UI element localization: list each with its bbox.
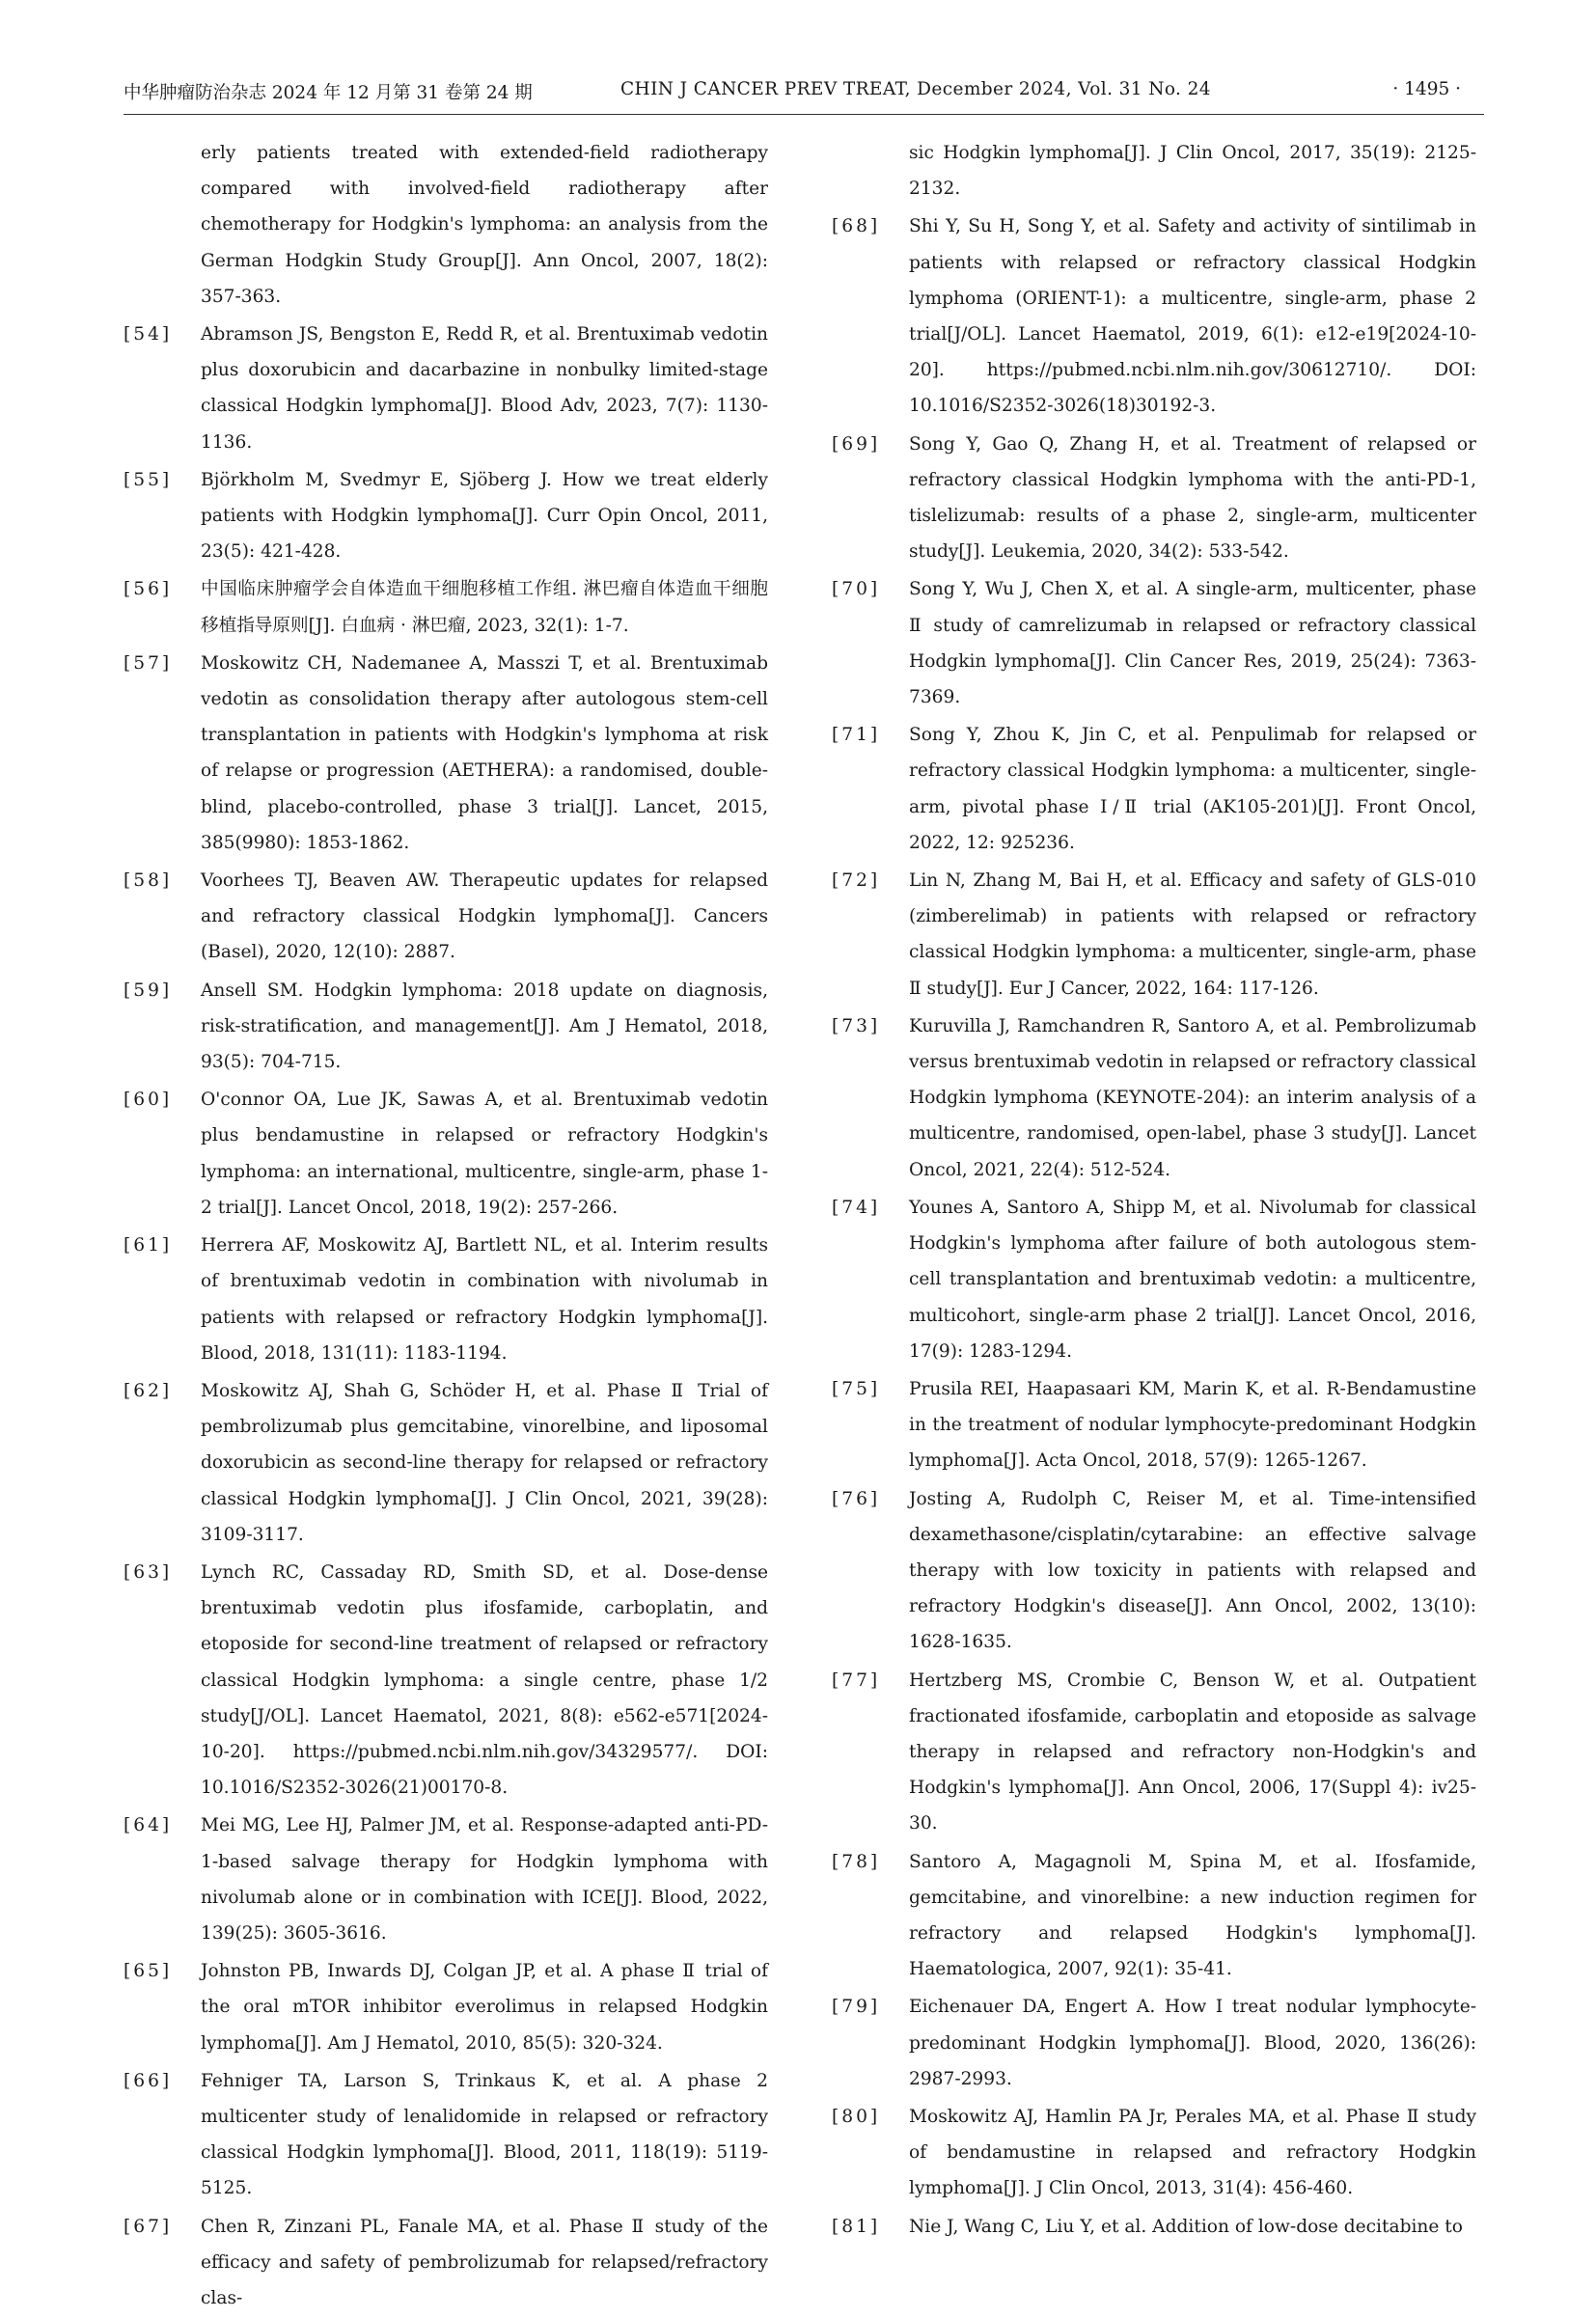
- reference-number: [55]: [124, 469, 173, 490]
- reference-number: [78]: [832, 1851, 881, 1872]
- journal-title-cn: 中华肿瘤防治杂志 2024 年 12 月第 31 卷第 24 期: [124, 83, 533, 103]
- reference-text: Voorhees TJ, Beaven AW. Therapeutic updates for relapsed and refractory classical Hodgkin lymphoma[J]. Cancers (Basel), 2020, 12(10): 2887.: [201, 870, 768, 963]
- reference-text: Song Y, Zhou K, Jin C, et al. Penpulimab for relapsed or refractory classical Hodgkin lymphoma: a multicenter, single-arm, pivotal phase Ⅰ/Ⅱ trial (AK105-201)[J]. Front Oncol, 2022, 12: 925236.: [909, 725, 1476, 853]
- reference-text: Song Y, Gao Q, Zhang H, et al. Treatment of relapsed or refractory classical Hodgkin lymphoma with the anti-PD-1, tislelizumab: results of a phase 2, single-arm, multicenter study[J]. Leukemia, 2020, 34(2): 533-542.: [909, 433, 1476, 563]
- reference-text: Chen R, Zinzani PL, Fanale MA, et al. Phase Ⅱ study of the efficacy and safety of pembrolizumab for relapsed/refractory clas-: [201, 2216, 768, 2308]
- reference-number: [74]: [832, 1197, 881, 1218]
- reference-number: [71]: [832, 725, 881, 746]
- reference-number: [79]: [832, 1997, 881, 2018]
- reference-item: [124, 1228, 768, 1371]
- reference-text: Younes A, Santoro A, Shipp M, et al. Nivolumab for classical Hodgkin's lymphoma after failure of both autologous stem-cell transplantation and brentuximab vedotin: a multicentre, multicohort, single-arm phase 2 trial[J]. Lancet Oncol, 2016, 17(9): 1283-1294.: [909, 1197, 1476, 1362]
- reference-number: [58]: [124, 870, 173, 892]
- reference-number: [56]: [124, 579, 173, 600]
- reference-item: [124, 646, 768, 861]
- reference-text: Johnston PB, Inwards DJ, Colgan JP, et al. A phase Ⅱ trial of the oral mTOR inhibitor everolimus in relapsed Hodgkin lymphoma[J]. Am J Hematol, 2010, 85(5): 320-324.: [201, 1961, 768, 2054]
- reference-column-left: [124, 135, 768, 2318]
- reference-number: [70]: [832, 579, 881, 600]
- reference-item: [124, 1373, 768, 1553]
- reference-number: [73]: [832, 1015, 881, 1036]
- reference-number: [68]: [832, 216, 881, 237]
- reference-text: Lynch RC, Cassaday RD, Smith SD, et al. Dose-dense brentuximab vedotin plus ifosfamide, carboplatin, and etoposide for second-line treatment of relapsed or refractory classical Hodgkin lymphoma: a single centre, phase 1/2 study[J/OL]. Lancet Haematol, 2021, 8(8): e562-e571[2024-10-20]. https://pubmed.ncbi.nlm.nih.gov/34329577/. DOI: 10.1016/S2352-3026(21)00170-8.: [201, 1561, 768, 1799]
- reference-number: [57]: [124, 652, 173, 674]
- reference-item: [124, 317, 768, 460]
- reference-number: [59]: [124, 980, 173, 1001]
- reference-text: erly patients treated with extended-field radiotherapy compared with involved-field radiotherapy after chemotherapy for Hodgkin's lymphoma: an analysis from the German Hodgkin Study Group[J]. Ann Oncol, 2007, 18(2): 357-363.: [201, 143, 768, 307]
- reference-number: [60]: [124, 1090, 173, 1111]
- reference-item: [832, 1008, 1476, 1188]
- reference-text: Prusila REI, Haapasaari KM, Marin K, et al. R-Bendamustine in the treatment of nodular lymphocyte-predominant Hodgkin lymphoma[J]. Acta Oncol, 2018, 57(9): 1265-1267.: [909, 1378, 1476, 1472]
- reference-number: [80]: [832, 2106, 881, 2127]
- page-number: · 1495 ·: [1392, 79, 1461, 99]
- reference-number: [76]: [832, 1488, 881, 1509]
- reference-continuation: [124, 135, 768, 315]
- reference-text: Mei MG, Lee HJ, Palmer JM, et al. Response-adapted anti-PD-1-based salvage therapy for Hodgkin lymphoma with nivolumab alone or in combination with ICE[J]. Blood, 2022, 139(25): 3605-3616.: [201, 1815, 768, 1944]
- reference-text: Eichenauer DA, Engert A. How I treat nodular lymphocyte-predominant Hodgkin lymphoma[J]. Blood, 2020, 136(26): 2987-2993.: [909, 1997, 1476, 2089]
- reference-number: [72]: [832, 870, 881, 892]
- reference-text: sic Hodgkin lymphoma[J]. J Clin Oncol, 2017, 35(19): 2125-2132.: [909, 143, 1476, 200]
- reference-number: [77]: [832, 1670, 881, 1691]
- reference-text: Moskowitz AJ, Hamlin PA Jr, Perales MA, et al. Phase Ⅱ study of bendamustine in relapsed and refractory Hodgkin lymphoma[J]. J Clin Oncol, 2013, 31(4): 456-460.: [909, 2106, 1476, 2199]
- reference-item: [832, 1663, 1476, 1842]
- reference-text: Song Y, Wu J, Chen X, et al. A single-arm, multicenter, phase Ⅱ study of camrelizumab in relapsed or refractory classical Hodgkin lymphoma[J]. Clin Cancer Res, 2019, 25(24): 7363-7369.: [909, 579, 1476, 708]
- reference-text: Fehniger TA, Larson S, Trinkaus K, et al. A phase 2 multicenter study of lenalidomide in relapsed or refractory classical Hodgkin lymphoma[J]. Blood, 2011, 118(19): 5119-5125.: [201, 2070, 768, 2199]
- reference-text: Kuruvilla J, Ramchandren R, Santoro A, et al. Pembrolizumab versus brentuximab vedotin in relapsed or refractory classical Hodgkin lymphoma (KEYNOTE-204): an interim analysis of a multicentre, randomised, open-label, phase 3 study[J]. Lancet Oncol, 2021, 22(4): 512-524.: [909, 1015, 1476, 1180]
- reference-item: [124, 1082, 768, 1226]
- reference-number: [67]: [124, 2216, 173, 2237]
- reference-item: [832, 717, 1476, 861]
- reference-item: [124, 462, 768, 570]
- reference-number: [81]: [832, 2216, 881, 2237]
- reference-text: Moskowitz AJ, Shah G, Schöder H, et al. Phase Ⅱ Trial of pembrolizumab plus gemcitabine, vinorelbine, and liposomal doxorubicin as second-line therapy for relapsed or refractory classical Hodgkin lymphoma[J]. J Clin Oncol, 2021, 39(28): 3109-3117.: [201, 1380, 768, 1545]
- reference-number: [75]: [832, 1378, 881, 1399]
- reference-item: [832, 2099, 1476, 2207]
- reference-text: Josting A, Rudolph C, Reiser M, et al. Time-intensified dexamethasone/cisplatin/cytarabine: an effective salvage therapy with low toxicity in patients with relapsed and refractory Hodgkin's disease[J]. Ann Oncol, 2002, 13(10): 1628-1635.: [909, 1488, 1476, 1653]
- reference-item: [124, 2063, 768, 2207]
- reference-item: [124, 863, 768, 971]
- reference-number: [61]: [124, 1235, 173, 1256]
- reference-text: 中国临床肿瘤学会自体造血干细胞移植工作组. 淋巴瘤自体造血干细胞移植指导原则[J]. 白血病 · 淋巴瘤, 2023, 32(1): 1-7.: [201, 579, 768, 636]
- reference-item: [832, 427, 1476, 570]
- reference-number: [66]: [124, 2070, 173, 2091]
- reference-text: Abramson JS, Bengston E, Redd R, et al. Brentuximab vedotin plus doxorubicin and dacarbazine in nonbulky limited-stage classical Hodgkin lymphoma[J]. Blood Adv, 2023, 7(7): 1130-1136.: [201, 324, 768, 453]
- reference-continuation: [832, 135, 1476, 207]
- reference-item: [832, 208, 1476, 424]
- reference-item: [832, 1989, 1476, 2097]
- reference-text: Björkholm M, Svedmyr E, Sjöberg J. How we treat elderly patients with Hodgkin lymphoma[J]. Curr Opin Oncol, 2011, 23(5): 421-428.: [201, 469, 768, 563]
- header-rule: [124, 114, 1484, 115]
- reference-column-right: [832, 135, 1476, 2247]
- reference-text: Herrera AF, Moskowitz AJ, Bartlett NL, et al. Interim results of brentuximab vedotin in combination with nivolumab in patients with relapsed or refractory Hodgkin lymphoma[J]. Blood, 2018, 131(11): 1183-1194.: [201, 1235, 768, 1364]
- reference-item: [124, 1555, 768, 1806]
- reference-text: O'connor OA, Lue JK, Sawas A, et al. Brentuximab vedotin plus bendamustine in relapsed or refractory Hodgkin's lymphoma: an international, multicentre, single-arm, phase 1-2 trial[J]. Lancet Oncol, 2018, 19(2): 257-266.: [201, 1090, 768, 1218]
- reference-text: Moskowitz CH, Nademanee A, Masszi T, et al. Brentuximab vedotin as consolidation therapy after autologous stem-cell transplantation in patients with Hodgkin's lymphoma at risk of relapse or progression (AETHERA): a randomised, double-blind, placebo-controlled, phase 3 trial[J]. Lancet, 2015, 385(9980): 1853-1862.: [201, 652, 768, 853]
- reference-number: [64]: [124, 1815, 173, 1836]
- reference-item: [124, 1953, 768, 2061]
- reference-item: [832, 2209, 1476, 2245]
- reference-text: Nie J, Wang C, Liu Y, et al. Addition of low-dose decitabine to: [909, 2216, 1463, 2237]
- reference-item: [832, 571, 1476, 715]
- reference-text: Ansell SM. Hodgkin lymphoma: 2018 update on diagnosis, risk-stratification, and management[J]. Am J Hematol, 2018, 93(5): 704-715.: [201, 980, 768, 1073]
- reference-text: Lin N, Zhang M, Bai H, et al. Efficacy and safety of GLS-010 (zimberelimab) in patients with relapsed or refractory classical Hodgkin lymphoma: a multicenter, single-arm, phase Ⅱ study[J]. Eur J Cancer, 2022, 164: 117-126.: [909, 870, 1476, 999]
- reference-item: [124, 571, 768, 643]
- reference-number: [62]: [124, 1380, 173, 1401]
- reference-text: Shi Y, Su H, Song Y, et al. Safety and activity of sintilimab in patients with relapsed or refractory classical Hodgkin lymphoma (ORIENT-1): a multicentre, single-arm, phase 2 trial[J/OL]. Lancet Haematol, 2019, 6(1): e12-e19[2024-10-20]. https://pubmed.ncbi.nlm.nih.gov/30612710/. DOI: 10.1016/S2352-3026(18)30192-3.: [909, 216, 1476, 417]
- reference-item: [832, 863, 1476, 1007]
- reference-number: [69]: [832, 433, 881, 455]
- reference-text: Santoro A, Magagnoli M, Spina M, et al. Ifosfamide, gemcitabine, and vinorelbine: a new induction regimen for refractory and relapsed Hodgkin's lymphoma[J]. Haematologica, 2007, 92(1): 35-41.: [909, 1851, 1476, 1980]
- reference-item: [124, 2209, 768, 2317]
- journal-title-en: CHIN J CANCER PREV TREAT, December 2024, Vol. 31 No. 24: [620, 79, 1211, 99]
- reference-number: [65]: [124, 1961, 173, 1982]
- reference-item: [124, 973, 768, 1081]
- reference-item: [832, 1481, 1476, 1661]
- reference-item: [124, 1807, 768, 1951]
- reference-text: Hertzberg MS, Crombie C, Benson W, et al. Outpatient fractionated ifosfamide, carboplatin and etoposide as salvage therapy in relapsed and refractory non-Hodgkin's and Hodgkin's lymphoma[J]. Ann Oncol, 2006, 17(Suppl 4): iv25-30.: [909, 1670, 1476, 1835]
- page-header: [124, 75, 1484, 110]
- reference-item: [832, 1844, 1476, 1988]
- reference-item: [832, 1190, 1476, 1369]
- reference-number: [54]: [124, 324, 173, 345]
- reference-number: [63]: [124, 1561, 173, 1583]
- reference-item: [832, 1371, 1476, 1479]
